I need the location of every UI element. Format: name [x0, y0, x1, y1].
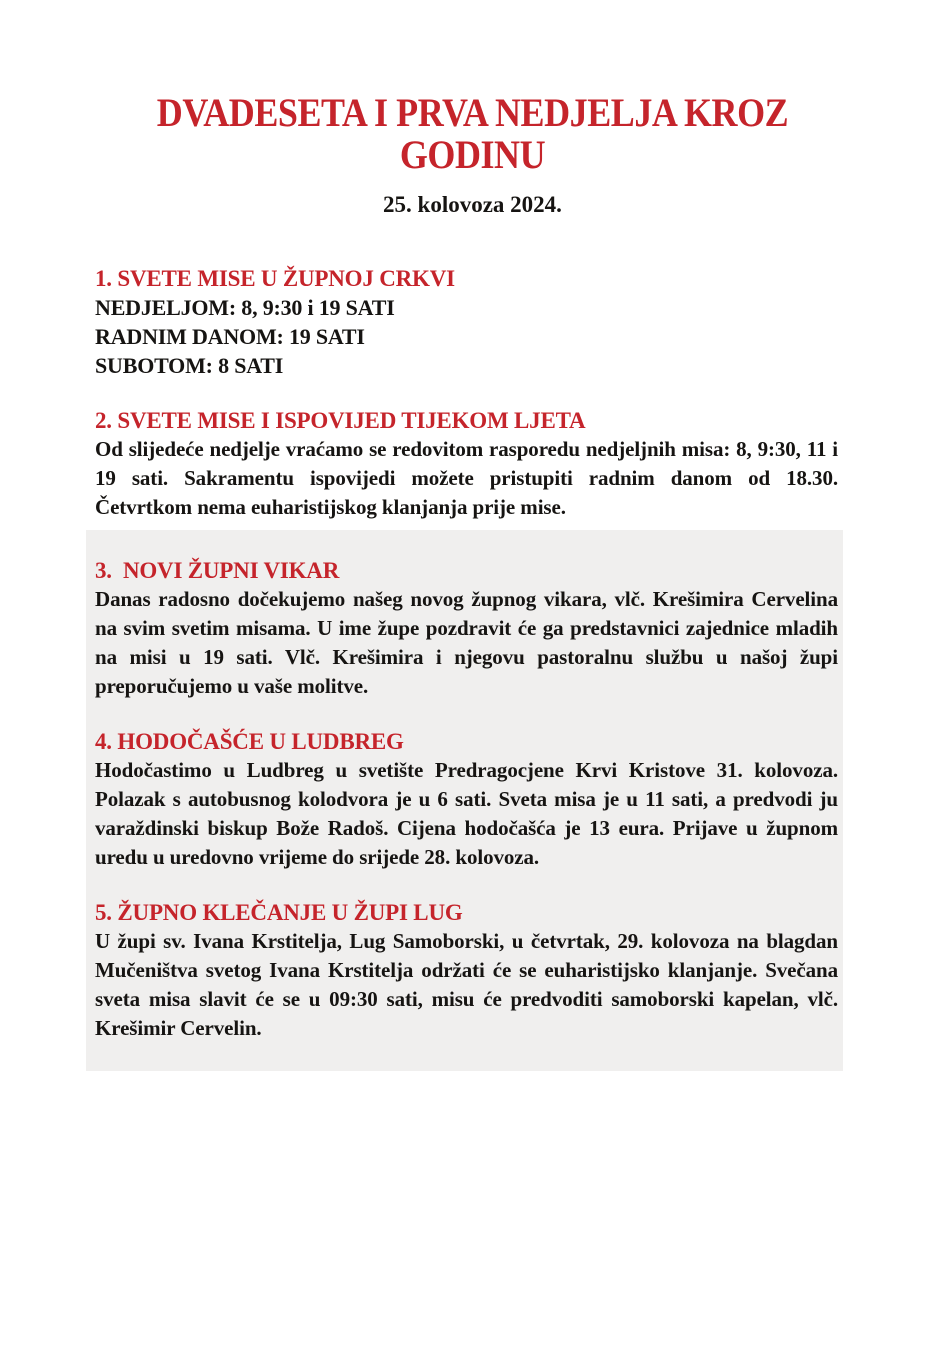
- page-title-line-1: DVADESETA I PRVA NEDJELJA KROZ: [156, 90, 789, 135]
- page-title-line-2: GODINU: [399, 132, 546, 177]
- section-paragraph: Hodočastimo u Ludbreg u svetište Predragocjene Krvi Kristove 31. kolovoza. Polazak s autobusnog kolodvora je u 6 sati. Sveta misa je u 11 sati, a predvodi ju varaždinski biskup Bože Radoš. Cijena hodočašća je 13 eura. Prijave u župnom uredu u uredovno vrijeme do srijede 28. kolovoza.: [95, 758, 838, 869]
- section-heading: 5. ŽUPNO KLEČANJE U ŽUPI LUG: [95, 900, 463, 925]
- bulletin-date: 25. kolovoza 2024.: [383, 192, 562, 217]
- section-heading: 1. SVETE MISE U ŽUPNOJ CRKVI: [95, 266, 455, 291]
- page-title: [0, 92, 945, 176]
- bulletin-header: [0, 0, 945, 218]
- section-heading: 3. NOVI ŽUPNI VIKAR: [95, 558, 340, 583]
- highlighted-panel: [86, 530, 843, 1071]
- section-adoration-lug: [95, 898, 838, 1043]
- section-summer-confession: [95, 406, 838, 522]
- schedule-line-sunday: NEDJELJOM: 8, 9:30 i 19 SATI: [95, 295, 395, 320]
- section-paragraph: U župi sv. Ivana Krstitelja, Lug Samoborski, u četvrtak, 29. kolovoza na blagdan Mučeništva svetog Ivana Krstitelja održati će se euharistijsko klanjanje. Svečana sveta misa slavit će se u 09:30 sati, misu će predvoditi samoborski kapelan, vlč. Krešimir Cervelin.: [95, 929, 838, 1040]
- bulletin-body: [95, 264, 838, 1071]
- section-pilgrimage-ludbreg: [95, 727, 838, 872]
- section-mass-schedule: [95, 264, 838, 380]
- section-paragraph: Od slijedeće nedjelje vraćamo se redovitom rasporedu nedjeljnih misa: 8, 9:30, 11 i 19 sati. Sakramentu ispovijedi možete pristupiti radnim danom od 18.30. Četvrtkom nema euharistijskog klanjanja prije mise.: [95, 437, 838, 519]
- schedule-line-saturday: SUBOTOM: 8 SATI: [95, 353, 284, 378]
- section-new-vicar: [95, 556, 838, 701]
- section-heading: 4. HODOČAŠĆE U LUDBREG: [95, 729, 404, 754]
- schedule-line-weekday: RADNIM DANOM: 19 SATI: [95, 324, 365, 349]
- section-heading: 2. SVETE MISE I ISPOVIJED TIJEKOM LJETA: [95, 408, 586, 433]
- section-paragraph: Danas radosno dočekujemo našeg novog župnog vikara, vlč. Krešimira Cervelina na svim svetim misama. U ime župe pozdravit će ga predstavnici zajednice mladih na misi u 19 sati. Vlč. Krešimira i njegovu pastoralnu službu u našoj župi preporučujemo u vaše molitve.: [95, 587, 838, 698]
